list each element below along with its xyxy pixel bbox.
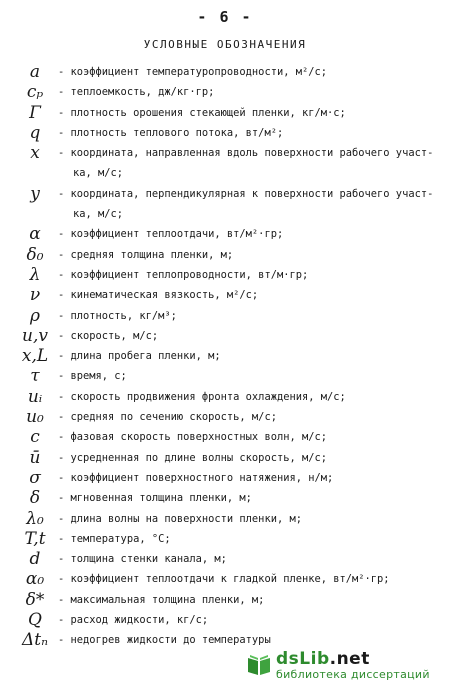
- notation-entry: [0, 103, 450, 123]
- notation-symbol: α: [29, 224, 41, 245]
- notation-symbol: y: [30, 183, 40, 204]
- notation-symbol: Q: [28, 610, 42, 631]
- notation-description: - температура, °С;: [58, 532, 171, 545]
- notation-entry: [0, 407, 450, 427]
- notation-entry: [0, 468, 450, 488]
- notation-description: - коэффициент температуропроводности, м²/с;: [58, 66, 327, 78]
- notation-symbol: uᵢ: [27, 386, 43, 407]
- notation-symbol: u₀: [26, 407, 44, 428]
- notation-description: - мгновенная толщина пленки, м;: [58, 492, 252, 505]
- notation-symbol: ν: [29, 285, 41, 306]
- notation-entry: [0, 509, 450, 529]
- notation-entry: [0, 569, 450, 589]
- notation-list: [0, 62, 450, 651]
- notation-symbol: d: [29, 549, 41, 570]
- notation-description: - плотность, кг/м³;: [58, 309, 177, 322]
- notation-symbol: Δtₙ: [22, 630, 48, 651]
- watermark-logo-main: dsLib: [276, 649, 330, 669]
- watermark: [246, 649, 442, 682]
- notation-entry: [0, 224, 450, 244]
- notation-entry: [0, 245, 450, 265]
- notation-symbol: λ₀: [26, 508, 44, 529]
- notation-symbol: q: [29, 122, 41, 143]
- notation-description: - скорость, м/с;: [58, 329, 159, 342]
- notation-entry: [0, 123, 450, 143]
- notation-entry: [0, 590, 450, 610]
- page-heading: УСЛОВНЫЕ ОБОЗНАЧЕНИЯ: [143, 38, 307, 51]
- notation-description: - расход жидкости, кг/с;: [58, 614, 209, 627]
- notation-entry: [0, 488, 450, 508]
- notation-description: - недогрев жидкости до температуры: [58, 634, 271, 647]
- notation-description: - коэффициент теплоотдачи к гладкой пленке, вт/м²·гр;: [58, 573, 390, 586]
- notation-symbol: δ₀: [26, 244, 44, 265]
- notation-entry: [0, 529, 450, 549]
- notation-symbol: ρ: [30, 305, 40, 326]
- notation-entry: [0, 346, 450, 366]
- notation-entry-continuation: [0, 163, 450, 183]
- page-number: - 6 -: [197, 8, 253, 26]
- notation-entry: [0, 285, 450, 305]
- notation-description: - длина волны на поверхности пленки, м;: [58, 512, 302, 525]
- notation-description: - толщина стенки канала, м;: [58, 553, 227, 566]
- notation-symbol: τ: [30, 366, 40, 387]
- notation-description: - координата, перпендикулярная к поверхности рабочего участ-: [58, 187, 434, 200]
- notation-symbol: x,L: [21, 346, 49, 367]
- notation-entry: [0, 387, 450, 407]
- notation-entry: [0, 630, 450, 650]
- notation-symbol: u,v: [22, 325, 48, 346]
- watermark-logo-domain: .net: [329, 649, 370, 669]
- notation-symbol: α₀: [25, 569, 45, 590]
- notation-symbol: σ: [29, 467, 41, 488]
- notation-description: - координата, направленная вдоль поверхности рабочего участ-: [58, 147, 434, 160]
- notation-description: - средняя толщина пленки, м;: [58, 248, 234, 261]
- notation-symbol: λ: [29, 264, 41, 285]
- notation-description: - коэффициент теплоотдачи, вт/м²·гр;: [58, 228, 284, 241]
- notation-entry: [0, 366, 450, 386]
- watermark-subtitle: библиотека диссертаций: [276, 668, 430, 681]
- notation-symbol: x: [30, 143, 40, 164]
- notation-description: - кинематическая вязкость, м²/с;: [58, 289, 259, 302]
- notation-description: - фазовая скорость поверхностных волн, м/с;: [58, 431, 327, 444]
- notation-description: - усредненная по длине волны скорость, м/с;: [58, 451, 327, 464]
- notation-symbol: T,t: [24, 528, 46, 549]
- notation-entry: [0, 265, 450, 285]
- notation-symbol: ū: [29, 447, 41, 468]
- notation-entry-continuation: [0, 204, 450, 224]
- notation-description: - максимальная толщина пленки, м;: [58, 593, 265, 606]
- notation-entry: [0, 143, 450, 163]
- notation-description: - длина пробега пленки, м;: [58, 350, 221, 363]
- notation-description: - коэффициент теплопроводности, вт/м·гр;: [58, 268, 309, 281]
- notation-entry: [0, 306, 450, 326]
- notation-entry: [0, 326, 450, 346]
- notation-entry: [0, 82, 450, 102]
- notation-description: - средняя по сечению скорость, м/с;: [58, 411, 277, 424]
- notation-description: - теплоемкость, дж/кг·гр;: [58, 86, 215, 99]
- notation-symbol: δ: [29, 488, 41, 509]
- notation-symbol: Γ: [29, 102, 41, 123]
- notation-description: ка, м/с;: [73, 208, 124, 221]
- notation-description: ка, м/с;: [73, 167, 124, 180]
- notation-description: - скорость продвижения фронта охлаждения, м/с;: [58, 390, 346, 403]
- notation-entry: [0, 448, 450, 468]
- notation-symbol: cₚ: [26, 82, 44, 103]
- notation-entry: [0, 62, 450, 82]
- notation-description: - плотность теплового потока, вт/м²;: [58, 126, 284, 139]
- open-book-icon: [246, 653, 272, 681]
- notation-description: - коэффициент поверхностного натяжения, н/м;: [58, 471, 334, 484]
- notation-symbol: δ*: [25, 589, 45, 610]
- notation-symbol: c: [30, 427, 40, 448]
- watermark-logo: [276, 649, 370, 669]
- notation-entry: [0, 184, 450, 204]
- notation-symbol: a: [29, 62, 41, 82]
- notation-entry: [0, 427, 450, 447]
- notation-description: - время, с;: [58, 370, 127, 383]
- notation-description: - плотность орошения стекающей пленки, кг/м·с;: [58, 106, 346, 119]
- notation-entry: [0, 549, 450, 569]
- notation-entry: [0, 610, 450, 630]
